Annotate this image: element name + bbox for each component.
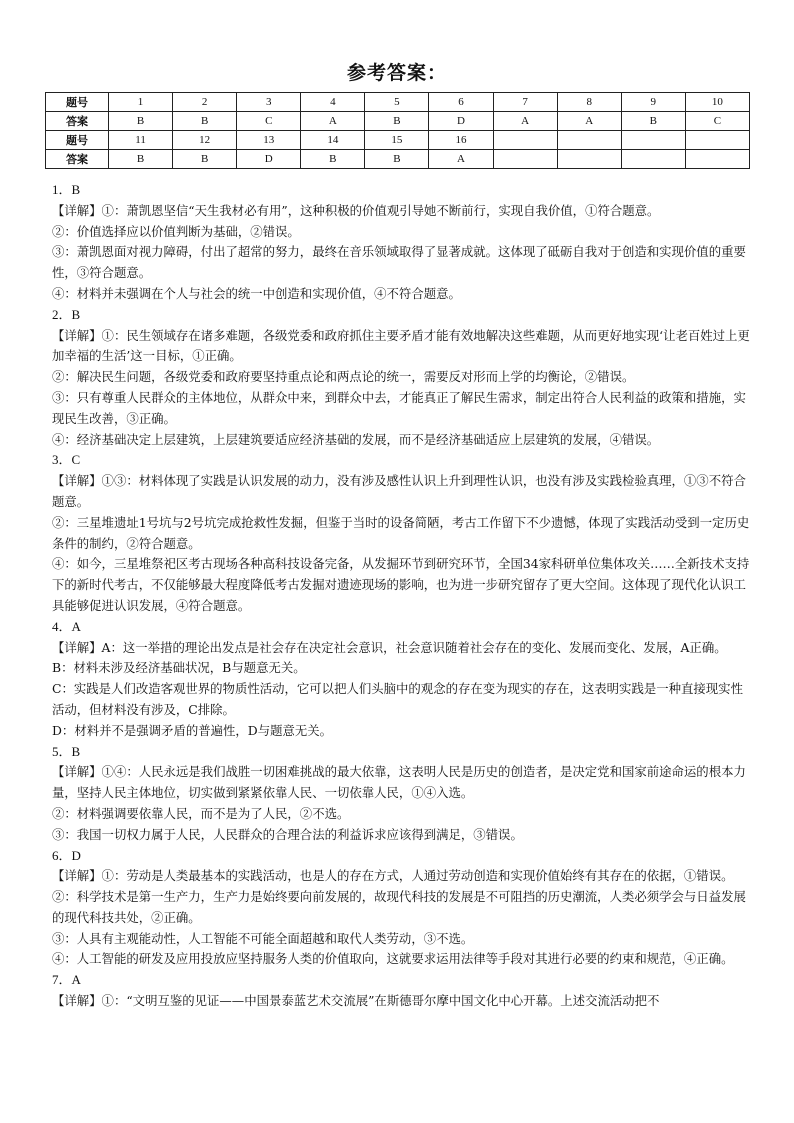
table-cell: 16 <box>429 131 493 150</box>
table-cell: B <box>365 112 429 131</box>
table-cell: 15 <box>365 131 429 150</box>
table-cell: B <box>173 150 237 169</box>
table-cell: D <box>429 112 493 131</box>
question-number: 4．A <box>52 618 81 634</box>
table-cell <box>493 131 557 150</box>
table-cell: A <box>493 112 557 131</box>
explanation-line: ②：价值选择应以价值判断为基础，②错误。 <box>52 223 300 239</box>
question-number: 7．A <box>52 972 81 988</box>
table-cell: D <box>237 150 301 169</box>
table-row-header: 题号 <box>46 131 109 150</box>
explanation-line: ②：科学技术是第一生产力，生产力是始终要向前发展的，故现代科技的发展是不可阻挡的历史潮流，人类必须学会与日益发展的现代科技共处，②正确。 <box>52 889 746 925</box>
table-cell: 4 <box>301 93 365 112</box>
explanation-line: 【详解】①④：人民永远是我们战胜一切困难挑战的最大依靠，这表明人民是历史的创造者，是决定党和国家前途命运的根本力量，坚持人民主体地位，切实做到紧紧依靠人民、一切依靠人民，①④入选。 <box>52 764 746 801</box>
table-cell <box>685 131 749 150</box>
explanation-line: ④：材料并未强调在个人与社会的统一中创造和实现价值，④不符合题意。 <box>52 285 461 301</box>
table-row-header: 题号 <box>46 93 109 112</box>
explanation-line: ②：材料强调要依靠人民，而不是为了人民，②不选。 <box>52 805 350 821</box>
question-number: 2．B <box>52 306 81 322</box>
table-cell <box>557 150 621 169</box>
table-cell: 11 <box>109 131 173 150</box>
question-number: 1．B <box>52 182 81 197</box>
table-cell: B <box>301 150 365 169</box>
explanation-line: ②：解决民生问题，各级党委和政府要坚持重点论和两点论的统一，需要反对形而上学的均衡论，②错误。 <box>52 369 635 385</box>
question-number: 3．C <box>52 452 81 468</box>
table-cell: C <box>685 112 749 131</box>
explanation-line: 【详解】①：劳动是人类最基本的实践活动，也是人的存在方式，人通过劳动创造和实现价值始终有其存在的依据，①错误。 <box>52 868 734 884</box>
explanation-line: ②：三星堆遗址1号坑与2号坑完成抢救性发掘，但鉴于当时的设备简陋，考古工作留下不少遗憾，体现了实践活动受到一定历史条件的制约，②符合题意。 <box>52 514 750 551</box>
table-cell: B <box>173 112 237 131</box>
explanation-line: 【详解】①：“文明互鉴的见证——中国景泰蓝艺术交流展”在斯德哥尔摩中国文化中心开幕。上述交流活动把不 <box>52 993 660 1009</box>
table-row-header: 答案 <box>46 112 109 131</box>
question-number: 6．D <box>52 847 81 863</box>
explanation-line: 【详解】①③：材料体现了实践是认识发展的动力，没有涉及感性认识上升到理性认识，也没有涉及实践检验真理，①③不符合题意。 <box>52 473 746 509</box>
table-cell: A <box>557 112 621 131</box>
table-cell: B <box>621 112 685 131</box>
table-cell: 7 <box>493 93 557 112</box>
table-cell: 1 <box>109 93 173 112</box>
table-cell: 5 <box>365 93 429 112</box>
answer-explanations <box>52 180 752 1012</box>
explanation-line: ③：萧凯恩面对视力障碍，付出了超常的努力，最终在音乐领域取得了显著成就。这体现了砥砺自我对于创造和实现价值的重要性，③符合题意。 <box>52 244 746 281</box>
explanation-line: ④：人工智能的研发及应用投放应坚持服务人类的价值取向，这就要求运用法律等手段对其进行必要的约束和规范，④正确。 <box>52 951 734 967</box>
table-row <box>46 112 750 131</box>
table-cell: 9 <box>621 93 685 112</box>
table-cell <box>557 131 621 150</box>
table-cell: B <box>109 112 173 131</box>
explanation-line: ③：只有尊重人民群众的主体地位，从群众中来，到群众中去，才能真正了解民生需求，制定出符合人民利益的政策和措施，实现民生改善，③正确。 <box>52 389 746 426</box>
table-cell: A <box>301 112 365 131</box>
table-cell: 14 <box>301 131 365 150</box>
question-number: 5．B <box>52 743 81 759</box>
table-cell: 3 <box>237 93 301 112</box>
table-cell: C <box>237 112 301 131</box>
table-row <box>46 93 750 112</box>
explanation-line: B：材料未涉及经济基础状况，B与题意无关。 <box>52 660 306 676</box>
table-cell <box>621 150 685 169</box>
table-cell: 8 <box>557 93 621 112</box>
explanation-line: C：实践是人们改造客观世界的物质性活动，它可以把人们头脑中的观念的存在变为现实的存在，这表明实践是一种直接现实性活动，但材料没有涉及，C排除。 <box>52 681 743 717</box>
table-cell <box>621 131 685 150</box>
table-cell: 10 <box>685 93 749 112</box>
explanation-line: ④：经济基础决定上层建筑，上层建筑要适应经济基础的发展，而不是经济基础适应上层建筑的发展，④错误。 <box>52 431 660 447</box>
table-cell: B <box>109 150 173 169</box>
table-cell <box>685 150 749 169</box>
explanation-line: ③：人具有主观能动性，人工智能不可能全面超越和取代人类劳动，③不选。 <box>52 930 474 946</box>
table-cell <box>493 150 557 169</box>
table-row-header: 答案 <box>46 150 109 169</box>
table-cell: B <box>365 150 429 169</box>
explanation-line: ④：如今，三星堆祭祀区考古现场各种高科技设备完备，从发掘环节到研究环节，全国34家科研单位集体攻关……全新技术支持下的新时代考古，不仅能够最大程度降低考古发掘对遗迹现场的影响，也为进一步研究留存了更大空间。这体现了现代化认识工具能够促进认识发展，④符合题意。 <box>52 556 750 613</box>
explanation-line: 【详解】①：萧凯恩坚信“天生我材必有用”，这种积极的价值观引导她不断前行，实现自我价值，①符合题意。 <box>52 202 660 218</box>
table-cell: 12 <box>173 131 237 150</box>
table-row <box>46 131 750 150</box>
table-cell: 13 <box>237 131 301 150</box>
explanation-line: D：材料并不是强调矛盾的普遍性，D与题意无关。 <box>52 722 333 738</box>
table-cell: A <box>429 150 493 169</box>
table-cell: 6 <box>429 93 493 112</box>
explanation-line: ③：我国一切权力属于人民，人民群众的合理合法的利益诉求应该得到满足，③错误。 <box>52 826 523 842</box>
explanation-line: 【详解】A：这一举措的理论出发点是社会存在决定社会意识，社会意识随着社会存在的变化、发展而变化、发展，A正确。 <box>52 639 727 655</box>
table-row <box>46 150 750 169</box>
answer-table <box>45 92 750 169</box>
table-cell: 2 <box>173 93 237 112</box>
explanation-line: 【详解】①：民生领域存在诸多难题，各级党委和政府抓住主要矛盾才能有效地解决这些难题，从而更好地实现‘让老百姓过上更加幸福的生活’这一目标，①正确。 <box>52 327 750 364</box>
page-title: 参考答案： <box>346 62 447 84</box>
